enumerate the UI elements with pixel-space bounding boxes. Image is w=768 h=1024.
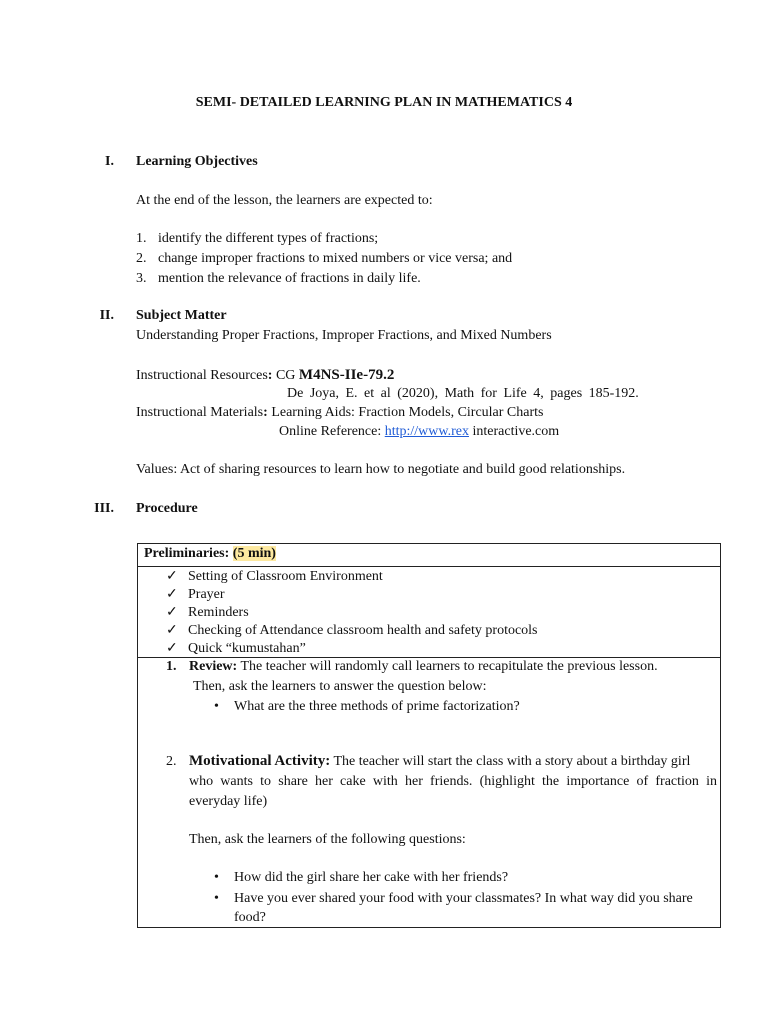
review-instruction: Then, ask the learners to answer the question below: (193, 679, 487, 694)
reference-text: De Joya, E. et al (2020), Math for Life 4, pages 185-192. (287, 386, 639, 401)
section-1-numeral: I. (105, 154, 114, 169)
checklist-item (166, 639, 306, 659)
checklist-text: Prayer (188, 587, 225, 602)
section-2-numeral: II. (99, 308, 114, 323)
bullet-icon: • (214, 870, 219, 885)
section-3-heading: Procedure (136, 501, 198, 516)
motivational-question (214, 868, 508, 888)
procedure-table (137, 543, 721, 928)
bullet-icon: • (214, 699, 219, 714)
motivational-question-continued: food? (234, 910, 266, 925)
review-item (166, 657, 658, 677)
resources-colon: : (267, 368, 273, 383)
checklist-item (166, 585, 225, 605)
checklist-text: Quick “kumustahan” (188, 641, 306, 656)
subject-topic: Understanding Proper Fractions, Improper Fractions, and Mixed Numbers (136, 328, 552, 343)
reference-line (287, 384, 677, 404)
objective-item (136, 229, 378, 249)
checkmark-icon: ✓ (166, 587, 178, 602)
online-label: Online Reference: (279, 424, 385, 439)
checklist-text: Reminders (188, 605, 249, 620)
objective-item (136, 249, 512, 269)
objective-text: identify the different types of fractions; (158, 231, 379, 246)
motivational-label: Motivational Activity: (189, 753, 331, 769)
checklist-item (166, 603, 249, 623)
motivational-number: 2. (166, 754, 177, 769)
motivational-line: everyday life) (189, 794, 268, 809)
checkmark-icon: ✓ (166, 623, 178, 638)
online-rest: interactive.com (468, 424, 560, 439)
motivational-line: who wants to share her cake with her friends. (highlight the importance of fraction in (189, 774, 717, 789)
objective-text: mention the relevance of fractions in daily life. (158, 271, 421, 286)
objectives-intro: At the end of the lesson, the learners are expected to: (136, 193, 433, 208)
checkmark-icon: ✓ (166, 605, 178, 620)
review-label: Review: (189, 659, 238, 674)
resources-label: Instructional Resources (136, 368, 268, 383)
resources-cg: CG (272, 368, 299, 383)
section-2-heading: Subject Matter (136, 308, 227, 323)
review-text: The teacher will randomly call learners to recapitulate the previous lesson. (237, 659, 658, 674)
preliminaries-label: Preliminaries: (144, 546, 233, 561)
objective-number: 2. (136, 251, 147, 266)
document-title: SEMI- DETAILED LEARNING PLAN IN MATHEMATICS 4 (195, 95, 573, 110)
checklist-text: Checking of Attendance classroom health and safety protocols (188, 623, 538, 638)
checklist-item (166, 621, 538, 641)
instructional-resources (136, 365, 394, 386)
motivational-question (214, 889, 693, 909)
instructional-materials (136, 403, 544, 423)
objective-item (136, 269, 421, 289)
materials-label: Instructional Materials (136, 405, 264, 420)
review-number: 1. (166, 659, 177, 674)
motivational-item (166, 751, 690, 772)
materials-colon: : (263, 405, 268, 420)
online-reference-link[interactable]: http://www.rex (384, 424, 469, 439)
preliminaries-time: (5 min) (232, 546, 276, 561)
motivational-question-text: Have you ever shared your food with your classmates? In what way did you share (234, 891, 693, 906)
objective-number: 1. (136, 231, 147, 246)
values-statement: Values: Act of sharing resources to learn how to negotiate and build good relationships. (136, 462, 626, 477)
review-question (214, 697, 520, 717)
motivational-question-text: How did the girl share her cake with her friends? (234, 870, 509, 885)
checklist-text: Setting of Classroom Environment (188, 569, 383, 584)
section-3-numeral: III. (94, 501, 114, 516)
bullet-icon: • (214, 891, 219, 906)
motivational-text: The teacher will start the class with a story about a birthday girl (330, 754, 691, 769)
preliminaries-header (144, 544, 276, 564)
objective-text: change improper fractions to mixed numbers or vice versa; and (158, 251, 513, 266)
resources-code: M4NS-IIe-79.2 (298, 367, 395, 383)
checkmark-icon: ✓ (166, 569, 178, 584)
materials-text: Learning Aids: Fraction Models, Circular Charts (267, 405, 544, 420)
motivational-questions-intro: Then, ask the learners of the following questions: (189, 832, 466, 847)
objective-number: 3. (136, 271, 147, 286)
review-question-text: What are the three methods of prime factorization? (234, 699, 520, 714)
checklist-item (166, 567, 383, 587)
online-reference (279, 422, 559, 442)
section-1-heading: Learning Objectives (136, 154, 258, 169)
checkmark-icon: ✓ (166, 641, 178, 656)
